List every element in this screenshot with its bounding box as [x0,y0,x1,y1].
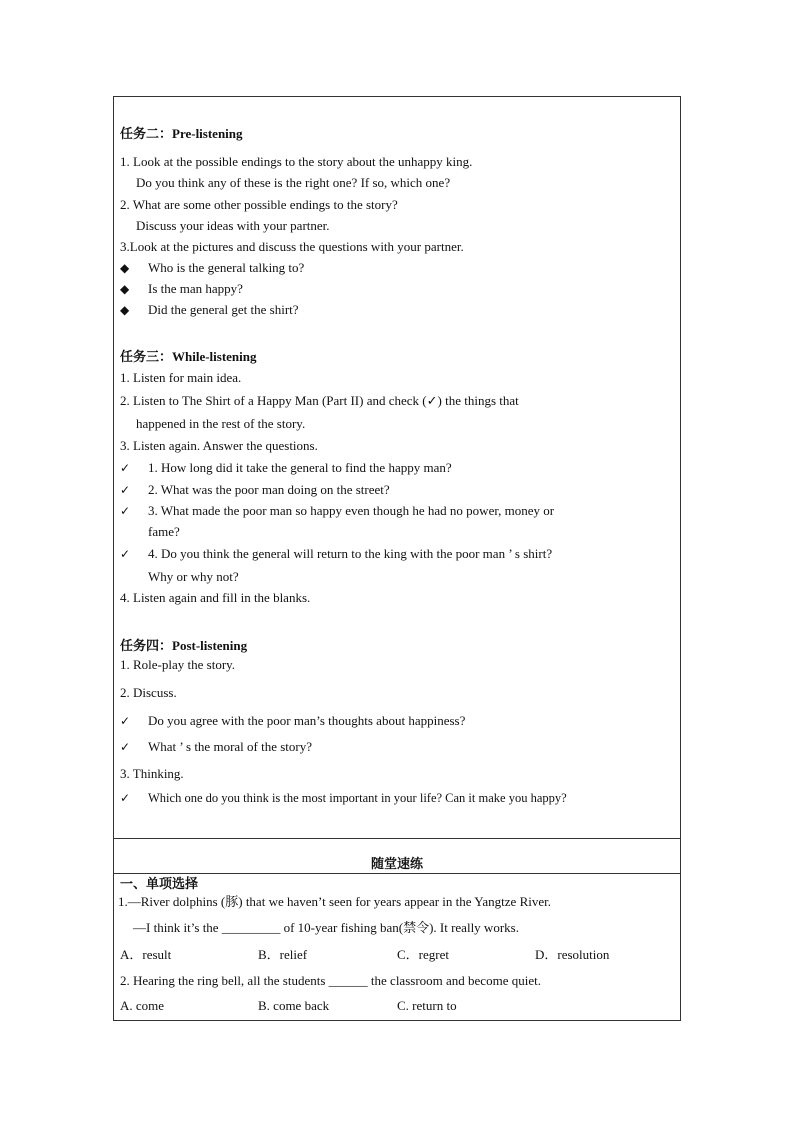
task2-question-1-cont: Do you think any of these is the right one? If so, which one? [136,175,451,190]
option-c: C．regret [397,947,449,962]
diamond-bullet-icon: ◆ [120,303,130,317]
task4-step-2: 2. Discuss. [120,685,177,700]
task3-step-3: 3. Listen again. Answer the questions. [120,438,318,453]
practice-title: 随堂速练 [370,856,423,871]
task3-step-2-cont: happened in the rest of the story. [136,416,306,431]
option-d: D．resolution [535,947,610,962]
option-c: C. return to [397,998,457,1013]
mc-question-1-cont: —I think it’s the _________ of 10-year fishing ban(禁令). It really works. [133,920,519,935]
check-question: 1. How long did it take the general to find the happy man? [148,460,452,475]
task2-heading: 任务二：Pre-listening [120,126,243,141]
mc-question-1: 1.—River dolphins (豚) that we haven’t seen for years appear in the Yangtze River. [118,894,551,909]
check-question-cont: fame? [148,524,180,539]
checkmark-icon: ✓ [120,740,131,754]
task3-step-1: 1. Listen for main idea. [120,370,242,385]
check-question-cont: Why or why not? [148,569,239,584]
mc-question-2: 2. Hearing the ring bell, all the students ______ the classroom and become quiet. [120,973,541,988]
option-a: A. come [120,998,165,1013]
checkmark-icon: ✓ [120,483,131,497]
task3-heading: 任务三：While-listening [120,349,257,364]
task3-step-4: 4. Listen again and fill in the blanks. [120,590,311,605]
discussion-question: What ’ s the moral of the story? [148,739,313,754]
checkmark-icon: ✓ [120,461,131,475]
task2-question-2: 2. What are some other possible endings to the story? [120,197,398,212]
checkmark-icon: ✓ [120,714,131,728]
discussion-question: Do you agree with the poor man’s thoughts about happiness? [148,713,466,728]
task3-step-2: 2. Listen to The Shirt of a Happy Man (Part II) and check (✓) the things that [120,393,519,408]
bullet-item: Is the man happy? [148,281,243,296]
bullet-item: Did the general get the shirt? [148,302,299,317]
diamond-bullet-icon: ◆ [120,282,130,296]
diamond-bullet-icon: ◆ [120,261,130,275]
check-question: 3. What made the poor man so happy even though he had no power, money or [148,503,555,518]
option-b: B．relief [258,947,308,962]
thinking-question: Which one do you think is the most important in your life? Can it make you happy? [148,791,567,805]
bullet-item: Who is the general talking to? [148,260,305,275]
option-a: A．result [120,947,172,962]
checkmark-icon: ✓ [120,547,131,561]
check-question: 2. What was the poor man doing on the street? [148,482,390,497]
task2-question-3: 3.Look at the pictures and discuss the questions with your partner. [120,239,464,254]
divider-line [113,838,681,839]
task2-question-2-cont: Discuss your ideas with your partner. [136,218,330,233]
task4-step-3: 3. Thinking. [120,766,184,781]
task4-heading: 任务四：Post-listening [120,638,248,653]
option-b: B. come back [258,998,330,1013]
divider-line [113,873,681,874]
task2-question-1: 1. Look at the possible endings to the story about the unhappy king. [120,154,473,169]
practice-section: 一、单项选择 [120,876,199,891]
checkmark-icon: ✓ [120,504,131,518]
checkmark-icon: ✓ [120,791,131,805]
check-question: 4. Do you think the general will return to the king with the poor man ’ s shirt? [148,546,553,561]
task4-step-1: 1. Role-play the story. [120,657,236,672]
